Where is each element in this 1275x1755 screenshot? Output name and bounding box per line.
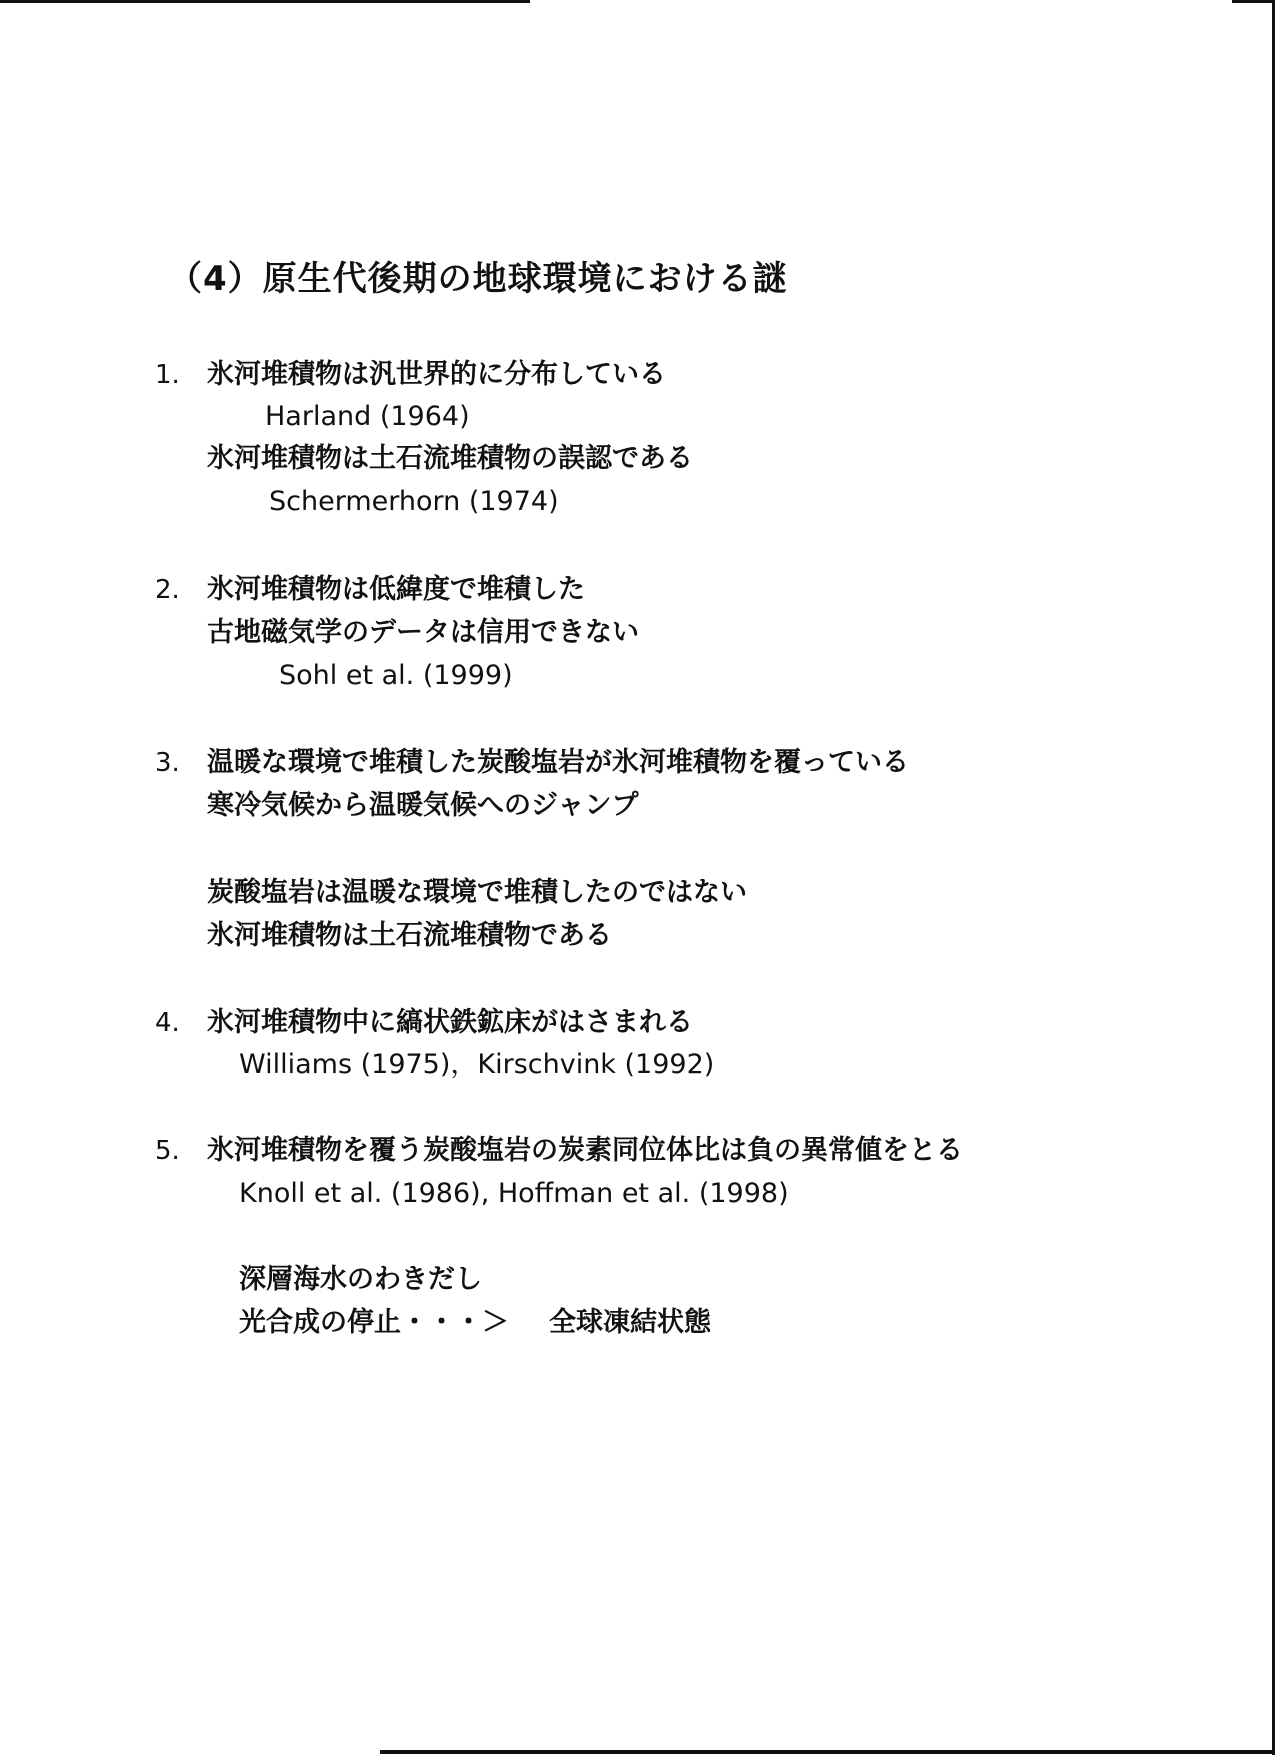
item-statement: 氷河堆積物は低緯度で堆積した: [207, 574, 585, 605]
item-statement: 炭酸塩岩は温暖な環境で堆積したのではない: [207, 877, 747, 908]
conclusion-line: [239, 1309, 711, 1336]
item-statement: 氷河堆積物を覆う炭酸塩岩の炭素同位体比は負の異常値をとる: [207, 1135, 963, 1166]
conclusion-result: 全球凍結状態: [549, 1307, 711, 1338]
item-number: 5.: [155, 1136, 180, 1166]
page-title: （4）原生代後期の地球環境における謎: [168, 259, 788, 299]
item-reference: Williams (1975)，Kirschvink (1992): [239, 1049, 715, 1080]
item-statement: 深層海水のわきだし: [239, 1264, 482, 1295]
item-reference: Sohl et al. (1999): [279, 660, 513, 691]
item-statement: 寒冷気候から温暖気候へのジャンプ: [207, 790, 639, 821]
item-statement: 氷河堆積物中に縞状鉄鉱床がはさまれる: [207, 1007, 693, 1038]
item-statement: 氷河堆積物は土石流堆積物である: [207, 920, 612, 951]
item-statement: 温暖な環境で堆積した炭酸塩岩が氷河堆積物を覆っている: [207, 747, 909, 778]
item-number: 1.: [155, 360, 180, 390]
scan-border-bottom: [380, 1750, 1275, 1754]
scan-border-top: [0, 0, 530, 3]
scan-border-top-right: [1232, 0, 1275, 3]
item-number: 3.: [155, 748, 180, 778]
item-reference: Harland (1964): [265, 401, 470, 432]
item-number: 2.: [155, 575, 180, 605]
item-reference: Schermerhorn (1974): [269, 486, 559, 517]
item-statement: 氷河堆積物は土石流堆積物の誤認である: [207, 443, 693, 474]
item-statement: 氷河堆積物は汎世界的に分布している: [207, 359, 666, 390]
conclusion-cause: 光合成の停止・・・＞: [239, 1307, 509, 1338]
item-statement: 古地磁気学のデータは信用できない: [207, 617, 639, 648]
item-reference: Knoll et al. (1986), Hoffman et al. (1998): [239, 1178, 789, 1209]
item-number: 4.: [155, 1008, 180, 1038]
